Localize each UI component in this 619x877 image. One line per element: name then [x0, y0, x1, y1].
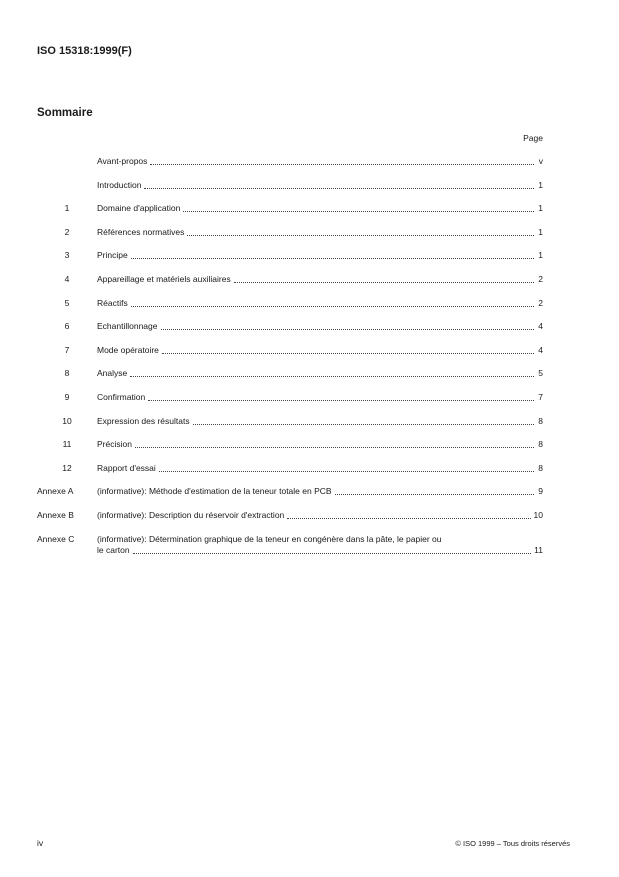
toc-leader-dots [162, 352, 534, 354]
toc-entry-title: Echantillonnage [97, 321, 158, 332]
toc-entry-number: 8 [64, 368, 70, 379]
footer-page-number: iv [37, 838, 44, 848]
toc-entry-number: 5 [64, 297, 70, 308]
toc-entry[interactable] [37, 392, 543, 416]
toc-entry[interactable] [37, 180, 543, 204]
table-of-contents [37, 156, 543, 562]
toc-entry[interactable] [37, 274, 543, 298]
toc-entry-annex[interactable] [37, 510, 543, 534]
toc-entry-title: Mode opératoire [97, 344, 159, 355]
toc-entry-title: Confirmation [97, 391, 146, 402]
toc-entry-page: 1 [538, 250, 543, 261]
toc-entry-title: (informative): Détermination graphique de la teneur en congénère dans la pâte, le papier ou [97, 533, 442, 544]
toc-entry-title: Rapport d'essai [97, 462, 156, 473]
toc-entry-number: 12 [62, 462, 72, 473]
toc-entry-title-continued: le carton [97, 544, 130, 555]
toc-entry-title: Expression des résultats [97, 415, 190, 426]
toc-entry[interactable] [37, 321, 543, 345]
toc-entry[interactable] [37, 298, 543, 322]
toc-entry-number: 6 [64, 321, 70, 332]
toc-entry-number: 9 [64, 391, 70, 402]
toc-entry-page: 2 [538, 297, 543, 308]
toc-entry-number: 4 [64, 273, 70, 284]
toc-title: Sommaire [37, 107, 93, 119]
toc-leader-dots [135, 446, 534, 448]
toc-entry-title: (informative): Description du réservoir d'extraction [97, 509, 285, 520]
toc-leader-dots [133, 552, 532, 554]
toc-leader-dots [148, 399, 534, 401]
toc-entry[interactable] [37, 203, 543, 227]
toc-entry-page: 8 [538, 462, 543, 473]
toc-entry-number: 3 [64, 250, 70, 261]
toc-entry-number: Annexe B [37, 509, 74, 520]
footer-copyright: © ISO 1999 – Tous droits réservés [455, 839, 570, 848]
toc-entry-title: Domaine d'application [97, 203, 181, 214]
toc-entry-page: 7 [538, 391, 543, 402]
toc-entry-title: Avant-propos [97, 156, 148, 166]
toc-entry-page: 1 [538, 226, 543, 237]
toc-entry-annex[interactable] [37, 534, 543, 562]
toc-leader-dots [287, 517, 530, 519]
toc-entry-page: 2 [538, 273, 543, 284]
toc-page-column-label: Page [523, 133, 543, 143]
toc-entry-page: 9 [538, 486, 543, 497]
toc-entry[interactable] [37, 463, 543, 487]
toc-entry-number: 2 [64, 226, 70, 237]
toc-leader-dots [159, 470, 534, 472]
toc-leader-dots [193, 423, 534, 425]
toc-entry-page: 10 [533, 509, 543, 520]
toc-entry-number: 10 [62, 415, 72, 426]
toc-entry-page: 8 [538, 415, 543, 426]
toc-entry-number: Annexe A [37, 486, 74, 497]
toc-entry[interactable] [37, 368, 543, 392]
toc-leader-dots [161, 328, 535, 330]
toc-entry-page: 8 [538, 439, 543, 450]
toc-entry[interactable] [37, 156, 543, 180]
page-header-code: ISO 15318:1999(F) [37, 45, 132, 57]
toc-entry-number: 11 [62, 439, 72, 450]
toc-entry-title: (informative): Méthode d'estimation de la teneur totale en PCB [97, 486, 332, 497]
toc-leader-dots [131, 257, 534, 259]
toc-leader-dots [131, 305, 534, 307]
toc-entry-title: Introduction [97, 179, 142, 190]
toc-entry-page: 11 [534, 544, 543, 555]
toc-entry[interactable] [37, 439, 543, 463]
toc-entry-title: Références normatives [97, 226, 185, 237]
toc-entry-title: Réactifs [97, 297, 128, 308]
toc-entry-title: Analyse [97, 368, 128, 379]
toc-leader-dots [234, 281, 534, 283]
toc-leader-dots [183, 210, 534, 212]
toc-entry-page: 1 [538, 179, 543, 190]
toc-entry-title: Principe [97, 250, 128, 261]
toc-leader-dots [130, 375, 534, 377]
toc-entry-title: Précision [97, 439, 132, 450]
toc-entry[interactable] [37, 416, 543, 440]
toc-entry-number: 1 [64, 203, 70, 214]
toc-leader-dots [187, 234, 534, 236]
toc-leader-dots [144, 187, 534, 189]
toc-leader-dots [150, 163, 534, 165]
toc-entry[interactable] [37, 227, 543, 251]
toc-entry[interactable] [37, 345, 543, 369]
toc-entry-page: 1 [538, 203, 543, 214]
toc-entry-page: 4 [538, 321, 543, 332]
toc-entry-page: 4 [538, 344, 543, 355]
toc-entry-page: 5 [538, 368, 543, 379]
toc-entry-page: v [538, 156, 543, 166]
toc-entry-number: Annexe C [37, 533, 75, 544]
toc-leader-dots [335, 493, 534, 495]
toc-entry[interactable] [37, 250, 543, 274]
toc-entry-number: 7 [64, 344, 70, 355]
toc-entry-title: Appareillage et matériels auxiliaires [97, 273, 231, 284]
toc-entry-annex[interactable] [37, 486, 543, 510]
